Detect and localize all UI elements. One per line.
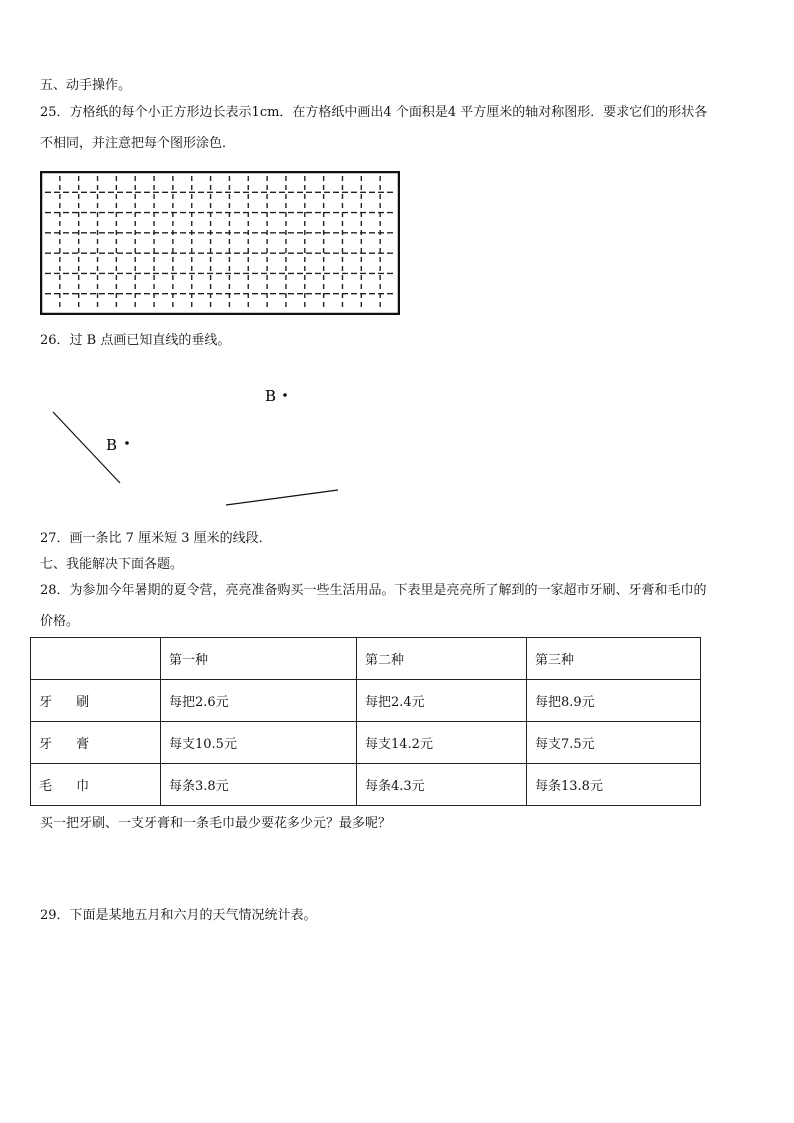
q29-text: 29．下面是某地五月和六月的天气情况统计表。 bbox=[40, 908, 317, 923]
table-cell: 每支7.5元 bbox=[527, 722, 701, 764]
q28-line2: 价格。 bbox=[40, 614, 80, 629]
table-row bbox=[31, 764, 701, 806]
section5-title: 五、动手操作。 bbox=[40, 78, 132, 93]
point-b-label-lower: B bbox=[106, 436, 118, 454]
q27-text: 27．画一条比 7 厘米短 3 厘米的线段． bbox=[40, 531, 272, 546]
table-header-cell: 第三种 bbox=[527, 638, 701, 680]
table-cell: 每条4.3元 bbox=[357, 764, 527, 806]
grid-border bbox=[41, 172, 399, 314]
grid-paper bbox=[40, 171, 400, 319]
q25-line2: 不相同，并注意把每个图形涂色． bbox=[40, 136, 236, 151]
price-table bbox=[30, 637, 701, 806]
table-cell: 每条3.8元 bbox=[161, 764, 357, 806]
table-row bbox=[31, 680, 701, 722]
table-row-label: 毛 巾 bbox=[31, 764, 161, 806]
point-b-label-upper: B bbox=[265, 387, 277, 405]
grid-paper-svg bbox=[40, 171, 400, 315]
table-cell: 每把8.9元 bbox=[527, 680, 701, 722]
q25-line1: 25．方格纸的每个小正方形边长表示1cm．在方格纸中画出4 个面积是4 平方厘米的轴对称图形．要求它们的形状各 bbox=[40, 105, 708, 120]
table-cell: 每把2.4元 bbox=[357, 680, 527, 722]
table-header-row bbox=[31, 638, 701, 680]
table-cell: 每把2.6元 bbox=[161, 680, 357, 722]
point-b-dot-upper bbox=[283, 393, 287, 397]
q28-line1: 28．为参加今年暑期的夏令营，亮亮准备购买一些生活用品。下表里是亮亮所了解到的一家超市牙刷、牙膏和毛巾的 bbox=[40, 583, 707, 598]
table-cell: 每支10.5元 bbox=[161, 722, 357, 764]
table-header-cell: 第二种 bbox=[357, 638, 527, 680]
table-header-cell: 第一种 bbox=[161, 638, 357, 680]
q28-question: 买一把牙刷、一支牙膏和一条毛巾最少要花多少元？最多呢？ bbox=[40, 816, 392, 831]
table-cell: 每支14.2元 bbox=[357, 722, 527, 764]
table-row bbox=[31, 722, 701, 764]
given-line-horizontal bbox=[226, 490, 338, 505]
q26-text: 26．过 B 点画已知直线的垂线。 bbox=[40, 333, 231, 348]
table-cell: 每条13.8元 bbox=[527, 764, 701, 806]
perpendicular-figure bbox=[40, 375, 360, 510]
point-b-dot-lower bbox=[125, 441, 129, 445]
table-row-label: 牙 刷 bbox=[31, 680, 161, 722]
section7-title: 七、我能解决下面各题。 bbox=[40, 557, 184, 572]
table-row-label: 牙 膏 bbox=[31, 722, 161, 764]
table-header-cell bbox=[31, 638, 161, 680]
